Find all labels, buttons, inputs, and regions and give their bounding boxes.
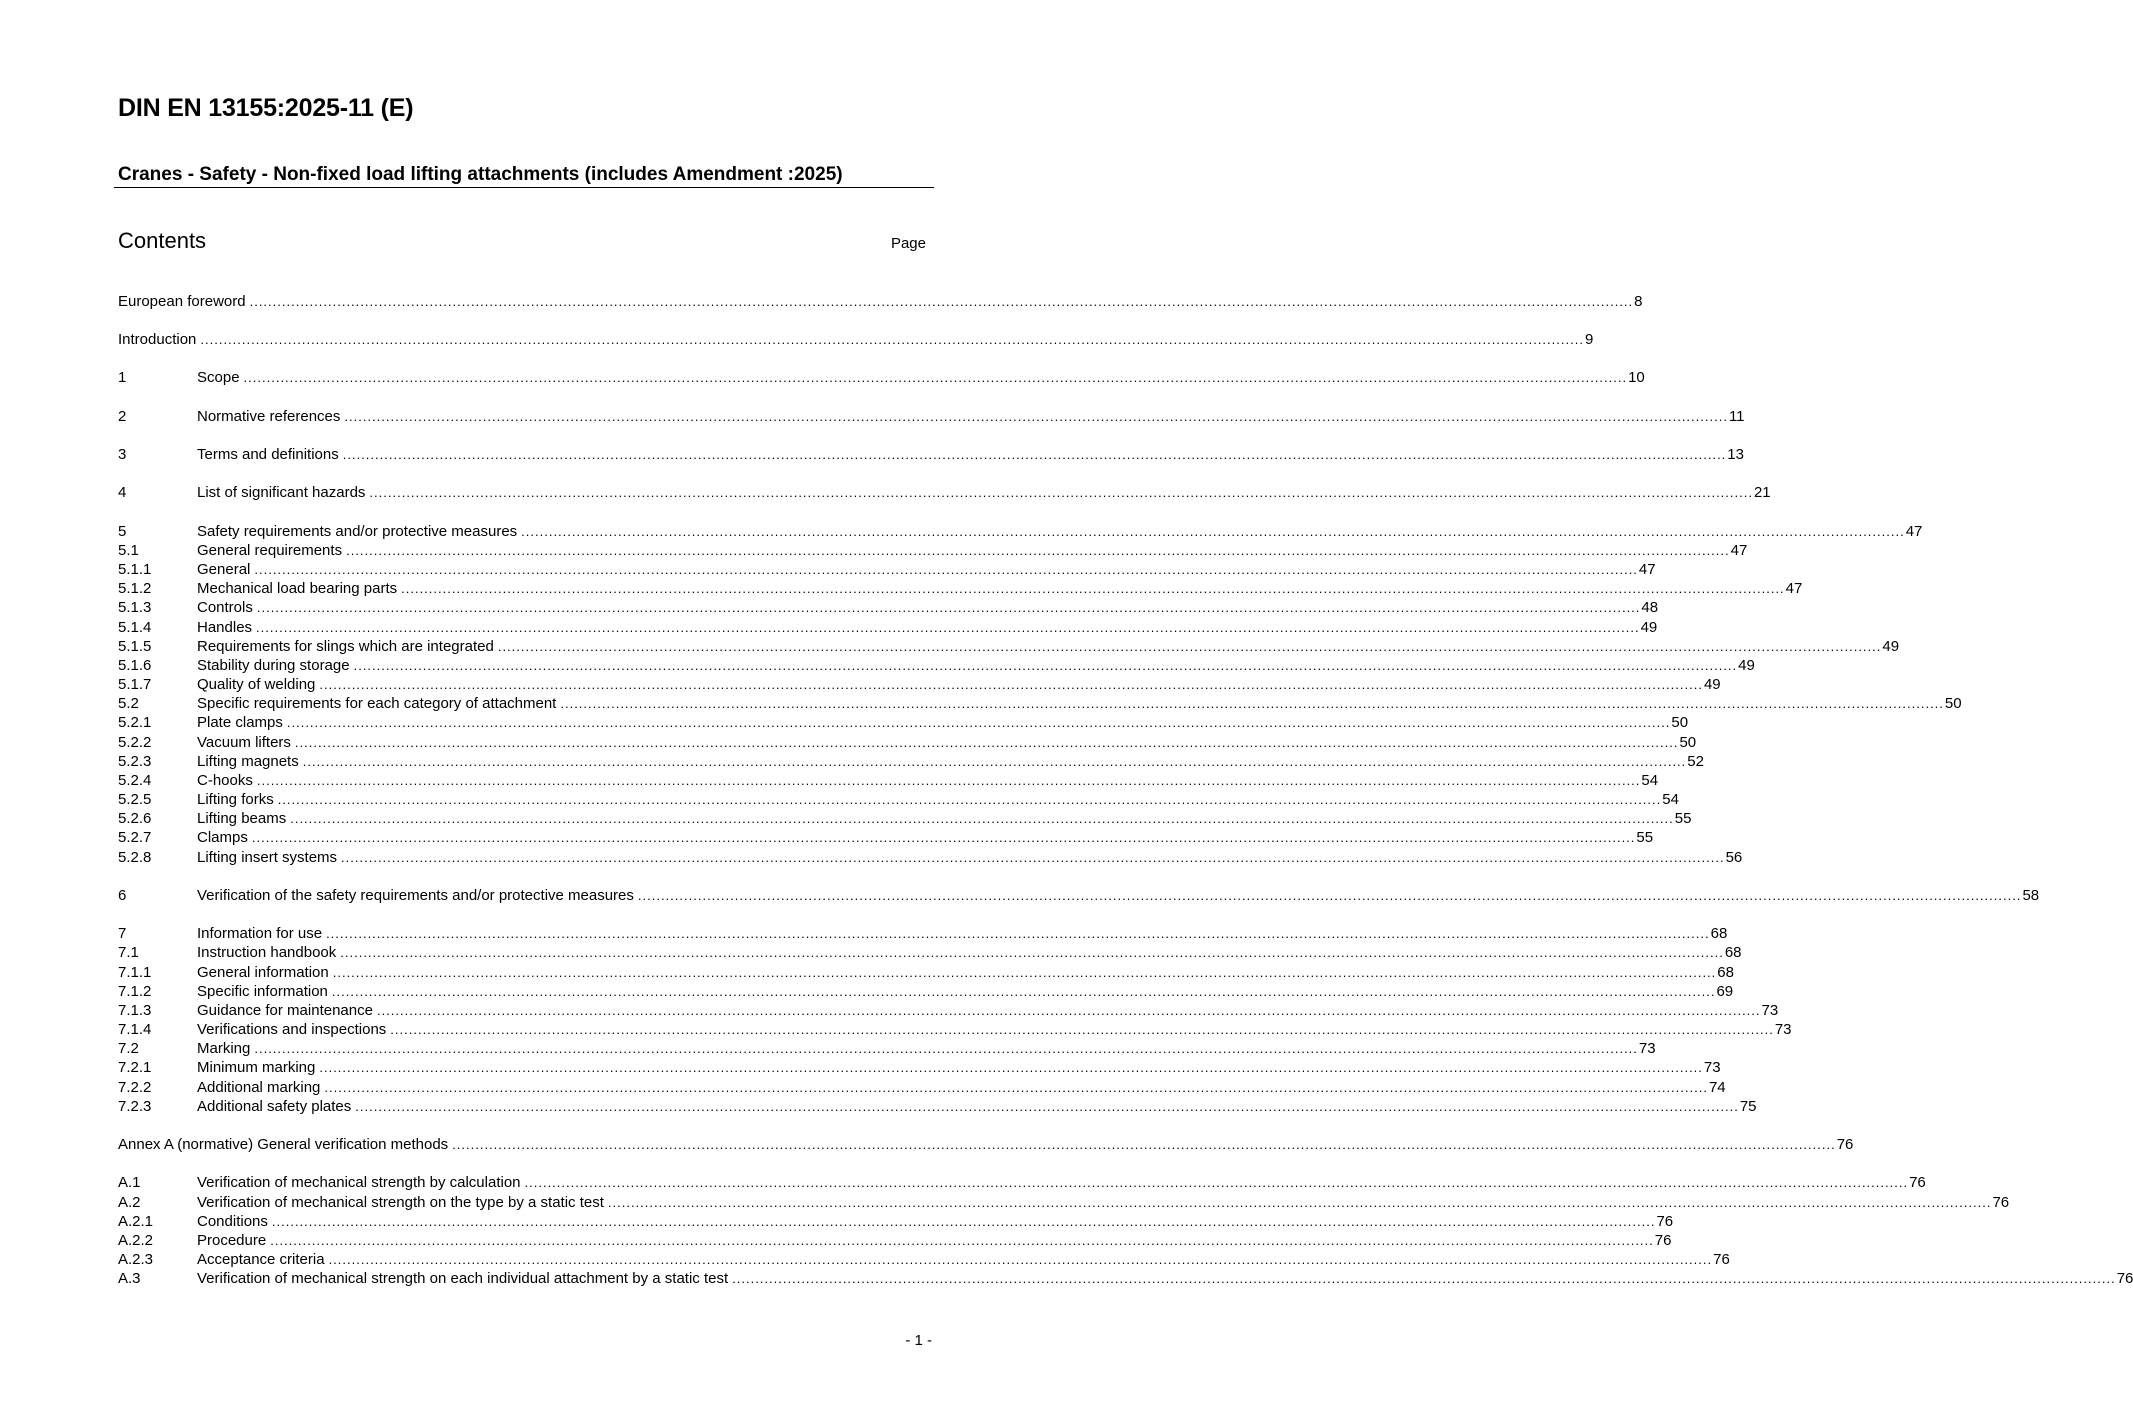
toc-entry[interactable] (118, 330, 1594, 349)
toc-entry[interactable] (118, 656, 1755, 675)
toc-entry-title: Specific information (197, 983, 328, 1000)
toc-entry-title: Lifting forks (197, 791, 274, 808)
toc-entry[interactable] (118, 1173, 1926, 1192)
toc-entry-page: 74 (1708, 1079, 1726, 1096)
toc-entry-page: 76 (2116, 1270, 2133, 1287)
toc-dot-leader: ............................................................................................................................................................................................................................................................................................................ (342, 447, 1727, 462)
toc-dot-leader: ............................................................................................................................................................................................................................................................................................................ (521, 524, 1905, 539)
toc-entry-title: Requirements for slings which are integrated (197, 638, 494, 655)
toc-entry[interactable] (118, 579, 1803, 598)
toc-dot-leader: ............................................................................................................................................................................................................................................................................................................ (344, 409, 1728, 424)
toc-entry[interactable] (118, 713, 1689, 732)
toc-entry-title: C-hooks (197, 772, 253, 789)
toc-entry-title: General requirements (197, 542, 343, 559)
toc-dot-leader: ............................................................................................................................................................................................................................................................................................................ (341, 850, 1725, 865)
toc-entry-number: 6 (118, 887, 127, 904)
toc-entry-title: Lifting beams (197, 810, 287, 827)
toc-entry-title: Verifications and inspections (197, 1021, 387, 1038)
toc-entry-number: A.2.2 (118, 1232, 154, 1249)
toc-entry-number: 5.2.1 (118, 714, 152, 731)
toc-entry[interactable] (118, 733, 1697, 752)
toc-entry-title: Guidance for maintenance (197, 1002, 373, 1019)
toc-entry-number: 5.2 (118, 695, 139, 712)
toc-entry-title: Conditions (197, 1213, 268, 1230)
toc-entry-page: 73 (1774, 1021, 1792, 1038)
toc-dot-leader: ............................................................................................................................................................................................................................................................................................................ (256, 600, 1641, 615)
toc-entry-page: 13 (1727, 446, 1744, 463)
toc-entry-page: 76 (1992, 1194, 2010, 1211)
toc-entry-number: 3 (118, 446, 127, 463)
toc-dot-leader: ............................................................................................................................................................................................................................................................................................................ (254, 562, 1638, 577)
toc-dot-leader: ............................................................................................................................................................................................................................................................................................................ (319, 1060, 1703, 1075)
contents-heading: Contents (118, 228, 207, 253)
toc-entry-page: 73 (1761, 1002, 1779, 1019)
toc-entry-title: Quality of welding (197, 676, 316, 693)
toc-entry[interactable] (118, 1212, 1674, 1231)
toc-entry-number: 5.2.3 (118, 753, 152, 770)
toc-entry-page: 76 (1713, 1251, 1730, 1268)
toc-entry-title: Mechanical load bearing parts (197, 580, 398, 597)
toc-entry-title: Minimum marking (197, 1059, 316, 1076)
toc-entry-title: Verification of mechanical strength by calculation (197, 1174, 521, 1191)
toc-entry-title: Specific requirements for each category of attachment (197, 695, 557, 712)
subtitle-rule (114, 187, 934, 188)
toc-entry[interactable] (118, 522, 1923, 541)
toc-entry[interactable] (118, 407, 1745, 426)
toc-entry[interactable] (118, 848, 1743, 867)
toc-entry-number: 7.1.4 (118, 1021, 152, 1038)
toc-entry-title: List of significant hazards (197, 484, 366, 501)
toc-entry-number: 5 (118, 523, 127, 540)
toc-dot-leader: ............................................................................................................................................................................................................................................................................................................ (328, 1252, 1713, 1267)
toc-dot-leader: ............................................................................................................................................................................................................................................................................................................ (254, 1041, 1638, 1056)
toc-entry[interactable] (118, 675, 1721, 694)
toc-entry[interactable] (118, 1250, 1730, 1269)
toc-entry-page: 73 (1703, 1059, 1721, 1076)
toc-entry[interactable] (118, 1058, 1721, 1077)
toc-entry-number: A.3 (118, 1270, 141, 1287)
toc-entry-page: 55 (1674, 810, 1692, 827)
toc-entry[interactable] (118, 963, 1734, 982)
toc-entry-number: 5.1.5 (118, 638, 152, 655)
toc-dot-leader: ............................................................................................................................................................................................................................................................................................................ (607, 1195, 1992, 1210)
toc-entry-page: 47 (1730, 542, 1748, 559)
toc-entry-page: 76 (1909, 1174, 1926, 1191)
toc-entry-page: 68 (1724, 944, 1742, 961)
toc-entry[interactable] (118, 1231, 1672, 1250)
toc-entry-number: 7.2.1 (118, 1059, 152, 1076)
toc-entry-page: 55 (1636, 829, 1654, 846)
toc-dot-leader: ............................................................................................................................................................................................................................................................................................................ (319, 677, 1703, 692)
toc-entry[interactable] (118, 1020, 1792, 1039)
toc-entry-page: 52 (1687, 753, 1704, 770)
toc-entry[interactable] (118, 790, 1679, 809)
toc-dot-leader: ............................................................................................................................................................................................................................................................................................................ (560, 696, 1944, 711)
toc-entry-page: 48 (1641, 599, 1659, 616)
toc-entry-page: 76 (1654, 1232, 1672, 1249)
toc-entry-number: A.2.3 (118, 1251, 154, 1268)
toc-entry-number: 5.2.2 (118, 734, 152, 751)
toc-entry[interactable] (118, 694, 1962, 713)
toc-entry-number: 7.2.2 (118, 1079, 152, 1096)
toc-entry[interactable] (118, 828, 1654, 847)
toc-entry[interactable] (118, 982, 1734, 1001)
toc-entry[interactable] (118, 541, 1748, 560)
toc-entry-title: Clamps (197, 829, 248, 846)
toc-dot-leader: ............................................................................................................................................................................................................................................................................................................ (294, 735, 1679, 750)
toc-entry-number: 5.2.4 (118, 772, 152, 789)
toc-entry-number: 5.1.3 (118, 599, 152, 616)
toc-entry-number: 7.2.3 (118, 1098, 152, 1115)
toc-entry-title: General (197, 561, 251, 578)
toc-entry[interactable] (118, 886, 2040, 905)
toc-entry-page: 76 (1656, 1213, 1674, 1230)
toc-entry-number: A.1 (118, 1174, 141, 1191)
toc-entry-page: 49 (1738, 657, 1755, 674)
toc-entry-page: 68 (1717, 964, 1734, 981)
toc-entry[interactable] (118, 1039, 1656, 1058)
toc-entry-title: Vacuum lifters (197, 734, 291, 751)
toc-entry-number: 7.1.1 (118, 964, 152, 981)
toc-entry[interactable] (118, 771, 1659, 790)
toc-entry-number: 5.1.7 (118, 676, 152, 693)
toc-entry-page: 49 (1703, 676, 1721, 693)
toc-entry-page: 69 (1716, 983, 1734, 1000)
toc-dot-leader: ............................................................................................................................................................................................................................................................................................................ (637, 888, 2022, 903)
toc-entry-page: 21 (1753, 484, 1771, 501)
toc-entry-number: A.2 (118, 1194, 141, 1211)
toc-entry-number: 7.1 (118, 944, 139, 961)
document-title: DIN EN 13155:2025-11 (E) (118, 94, 414, 122)
toc-entry-number: 5.1.2 (118, 580, 152, 597)
toc-entry-page: 56 (1725, 849, 1743, 866)
toc-entry-title: Normative references (197, 408, 341, 425)
toc-entry[interactable] (118, 1269, 2133, 1288)
toc-entry-title: Additional marking (197, 1079, 321, 1096)
toc-dot-leader: ............................................................................................................................................................................................................................................................................................................ (332, 965, 1717, 980)
toc-entry-title: Procedure (197, 1232, 267, 1249)
toc-entry-title: Terms and definitions (197, 446, 339, 463)
toc-entry-number: 7.1.3 (118, 1002, 152, 1019)
toc-entry[interactable] (118, 598, 1659, 617)
toc-dot-leader: ............................................................................................................................................................................................................................................................................................................ (331, 984, 1716, 999)
toc-dot-leader: ............................................................................................................................................................................................................................................................................................................ (497, 639, 1882, 654)
toc-dot-leader: ............................................................................................................................................................................................................................................................................................................ (376, 1003, 1761, 1018)
toc-dot-leader: ............................................................................................................................................................................................................................................................................................................ (256, 620, 1640, 635)
toc-dot-leader: ............................................................................................................................................................................................................................................................................................................ (353, 658, 1738, 673)
toc-entry-title: Annex A (normative) General verification methods (118, 1136, 449, 1153)
toc-entry-page: 47 (1785, 580, 1803, 597)
toc-entry-title: Verification of mechanical strength on the type by a static test (197, 1194, 604, 1211)
toc-entry-title: Acceptance criteria (197, 1251, 325, 1268)
toc-dot-leader: ............................................................................................................................................................................................................................................................................................................ (277, 792, 1662, 807)
toc-entry-number: 1 (118, 369, 127, 386)
toc-entry-page: 11 (1728, 408, 1745, 425)
toc-entry-title: Plate clamps (197, 714, 283, 731)
toc-dot-leader: ............................................................................................................................................................................................................................................................................................................ (286, 715, 1671, 730)
document-subtitle: Cranes - Safety - Non-fixed load lifting attachments (includes Amendment :2025) (118, 164, 843, 185)
toc-entry-number: 5.1.1 (118, 561, 152, 578)
toc-entry-title: General information (197, 964, 329, 981)
toc-entry-page: 54 (1641, 772, 1659, 789)
toc-entry-number: 7.1.2 (118, 983, 152, 1000)
toc-entry-page: 10 (1628, 369, 1645, 386)
toc-dot-leader: ............................................................................................................................................................................................................................................................................................................ (340, 945, 1724, 960)
toc-entry-page: 58 (2022, 887, 2040, 904)
toc-dot-leader: ............................................................................................................................................................................................................................................................................................................ (326, 926, 1710, 941)
toc-entry-title: Additional safety plates (197, 1098, 352, 1115)
toc-dot-leader: ............................................................................................................................................................................................................................................................................................................ (271, 1214, 1656, 1229)
page-number: - 1 - (905, 1332, 932, 1349)
toc-entry-title: Stability during storage (197, 657, 350, 674)
toc-entry-page: 54 (1662, 791, 1679, 808)
toc-dot-leader: ............................................................................................................................................................................................................................................................................................................ (401, 581, 1785, 596)
toc-entry-number: A.2.1 (118, 1213, 154, 1230)
toc-dot-leader: ............................................................................................................................................................................................................................................................................................................ (524, 1175, 1909, 1190)
toc-entry[interactable] (118, 1135, 1854, 1154)
toc-dot-leader: ............................................................................................................................................................................................................................................................................................................ (369, 485, 1753, 500)
toc-entry-page: 8 (1634, 293, 1643, 310)
toc-entry-title: Introduction (118, 331, 197, 348)
toc-entry[interactable] (118, 1078, 1726, 1097)
toc-entry[interactable] (118, 809, 1692, 828)
toc-entry[interactable] (118, 1001, 1779, 1020)
toc-entry-title: Verification of mechanical strength on each individual attachment by a static test (197, 1270, 729, 1287)
toc-entry-page: 49 (1640, 619, 1658, 636)
toc-entry[interactable] (118, 752, 1704, 771)
toc-entry-number: 5.1.6 (118, 657, 152, 674)
toc-dot-leader: ............................................................................................................................................................................................................................................................................................................ (290, 811, 1674, 826)
toc-dot-leader: ............................................................................................................................................................................................................................................................................................................ (256, 773, 1641, 788)
toc-entry-title: Safety requirements and/or protective measures (197, 523, 518, 540)
toc-entry[interactable] (118, 1193, 2010, 1212)
toc-entry-title: Marking (197, 1040, 251, 1057)
toc-entry-page: 73 (1638, 1040, 1656, 1057)
toc-entry[interactable] (118, 292, 1643, 311)
toc-dot-leader: ............................................................................................................................................................................................................................................................................................................ (324, 1080, 1708, 1095)
toc-entry[interactable] (118, 368, 1645, 387)
toc-entry[interactable] (118, 1097, 1757, 1116)
toc-entry-number: 7.2 (118, 1040, 139, 1057)
toc-entry[interactable] (118, 445, 1744, 464)
toc-entry-number: 5.1 (118, 542, 139, 559)
toc-entry-number: 5.2.7 (118, 829, 152, 846)
toc-entry-page: 9 (1584, 331, 1594, 348)
toc-entry-title: Scope (197, 369, 240, 386)
toc-dot-leader: ............................................................................................................................................................................................................................................................................................................ (346, 543, 1730, 558)
toc-entry-page: 76 (1836, 1136, 1854, 1153)
toc-entry-page: 50 (1944, 695, 1962, 712)
toc-entry-title: Controls (197, 599, 253, 616)
toc-entry-number: 5.1.4 (118, 619, 152, 636)
toc-dot-leader: ............................................................................................................................................................................................................................................................................................................ (249, 294, 1634, 309)
page-column-label: Page (890, 235, 926, 252)
toc-entry-page: 50 (1671, 714, 1689, 731)
toc-entry[interactable] (118, 560, 1656, 579)
toc-dot-leader: ............................................................................................................................................................................................................................................................................................................ (243, 370, 1628, 385)
toc-dot-leader: ............................................................................................................................................................................................................................................................................................................ (390, 1022, 1774, 1037)
toc-entry-number: 2 (118, 408, 127, 425)
toc-entry-page: 68 (1710, 925, 1728, 942)
toc-entry-page: 47 (1905, 523, 1923, 540)
toc-dot-leader: ............................................................................................................................................................................................................................................................................................................ (355, 1099, 1739, 1114)
toc-entry-title: Lifting magnets (197, 753, 299, 770)
toc-entry-title: Lifting insert systems (197, 849, 338, 866)
toc-entry-title: Handles (197, 619, 253, 636)
toc-entry-number: 4 (118, 484, 127, 501)
toc-dot-leader: ............................................................................................................................................................................................................................................................................................................ (200, 332, 1584, 347)
toc-entry[interactable] (118, 637, 1900, 656)
toc-entry-title: Instruction handbook (197, 944, 337, 961)
toc-entry-page: 75 (1739, 1098, 1757, 1115)
toc-entry[interactable] (118, 618, 1658, 637)
toc-entry[interactable] (118, 943, 1742, 962)
toc-entry-page: 49 (1882, 638, 1900, 655)
toc-dot-leader: ............................................................................................................................................................................................................................................................................................................ (452, 1137, 1836, 1152)
toc-dot-leader: ............................................................................................................................................................................................................................................................................................................ (302, 754, 1687, 769)
toc-dot-leader: ............................................................................................................................................................................................................................................................................................................ (732, 1271, 2116, 1286)
toc-entry-number: 5.2.5 (118, 791, 152, 808)
toc-entry-page: 47 (1638, 561, 1656, 578)
toc-entry-number: 5.2.8 (118, 849, 152, 866)
toc-dot-leader: ............................................................................................................................................................................................................................................................................................................ (270, 1233, 1654, 1248)
toc-dot-leader: ............................................................................................................................................................................................................................................................................................................ (251, 830, 1636, 845)
toc-entry-number: 5.2.6 (118, 810, 152, 827)
toc-entry-title: Information for use (197, 925, 323, 942)
toc-entry-title: Verification of the safety requirements and/or protective measures (197, 887, 634, 904)
toc-entry-title: European foreword (118, 293, 246, 310)
toc-entry[interactable] (118, 924, 1728, 943)
toc-entry-page: 50 (1679, 734, 1697, 751)
toc-entry-number: 7 (118, 925, 127, 942)
toc-entry[interactable] (118, 483, 1771, 502)
